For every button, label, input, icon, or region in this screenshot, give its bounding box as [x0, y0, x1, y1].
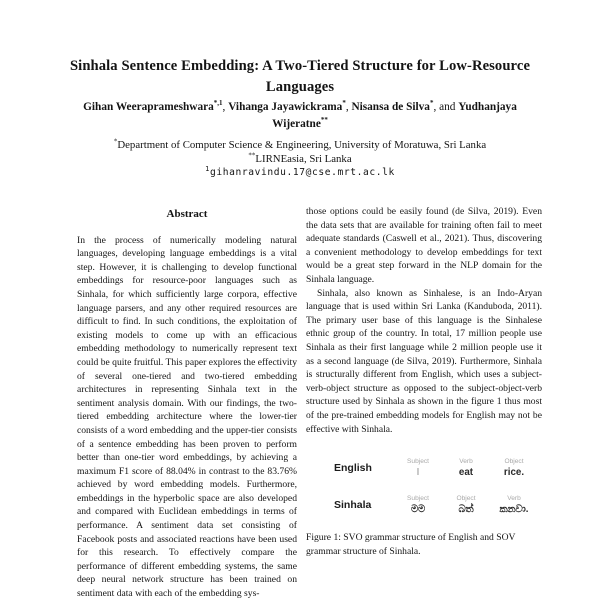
figure-cell — [444, 457, 488, 479]
author-name: Vihanga Jayawickrama*, — [228, 99, 352, 113]
introduction-paragraph: Sinhala, also known as Sinhalese, is an Indo-Aryan language that is used within Sri Lanka (Kanduboda, 2011). The primary user base of this language is the Sinhalese ethnic group of the country. In total, 17 million people use Sinhala as their first language while 2 million people use it as a second language (de Silva, 2019). Furthermore, Sinhala is structurally different from English, which uses a subject-verb-object structure as opposed to the subject-object-verb structure used by Sinhala as shown in the figure 1 thus most of the pre-trained embedding models for English may not be effective with Sinhala. — [306, 287, 542, 435]
affiliation-line — [40, 150, 560, 167]
author-superscript: *,1 — [213, 99, 223, 108]
author-superscript: * — [342, 99, 346, 108]
affiliations-block — [40, 139, 560, 180]
example-word: මම — [410, 504, 426, 516]
figure-caption: Figure 1: SVO grammar structure of English and SOV grammar structure of Sinhala. — [306, 532, 516, 558]
figure-cell — [444, 494, 488, 516]
affiliation-marker: * — [113, 137, 118, 146]
author-separator: , and — [433, 101, 459, 113]
author-line — [78, 99, 522, 133]
abstract-heading: Abstract — [166, 208, 208, 220]
figure-1 — [306, 457, 542, 559]
example-word: කනවා. — [499, 504, 529, 516]
contact-email-line — [40, 166, 560, 180]
example-word: I — [416, 467, 420, 479]
author-name: Yudhanjaya Wijeratne** — [272, 101, 517, 130]
grammar-role-label: Subject — [407, 495, 429, 503]
grammar-role-label: Object — [456, 495, 476, 503]
grammar-role-label: Verb — [459, 458, 473, 466]
affiliation-text: Department of Computer Science & Engineering, University of Moratuwa, Sri Lanka — [117, 139, 487, 151]
right-column — [306, 205, 542, 559]
left-column — [74, 205, 300, 600]
figure-cells — [396, 494, 536, 516]
figure-language-label: Sinhala — [334, 499, 372, 512]
grammar-role-label: Object — [504, 458, 524, 466]
example-word: බත් — [458, 504, 474, 516]
figure-language-label: English — [334, 462, 372, 475]
paper-title: Sinhala Sentence Embedding: A Two-Tiered Structure for Low-Resource Languages — [69, 58, 531, 95]
table-row — [306, 457, 542, 479]
affiliation-marker: ** — [248, 150, 256, 159]
grammar-role-label: Subject — [407, 458, 429, 466]
author-separator: , — [222, 101, 229, 113]
contact-email: gihanravindu.17@cse.mrt.ac.lk — [209, 167, 395, 178]
author-separator: , — [345, 101, 352, 113]
introduction-paragraph: those options could be easily found (de Silva, 2019). Even the data sets that are available for training often fail to meet adequate standards (Caswell et al., 2021). Thus, discovering a convenient methodology to develop embeddings for text would be a great step forward in the NLP domain for the Sinhala language. — [306, 206, 542, 285]
figure-cells — [396, 457, 536, 479]
affiliation-text: LIRNEasia, Sri Lanka — [255, 152, 352, 165]
author-superscript: ** — [320, 116, 328, 125]
table-row — [306, 494, 542, 516]
affiliation-line — [40, 139, 560, 153]
author-superscript: * — [429, 99, 434, 108]
grammar-structure-table — [306, 457, 542, 516]
affiliation-marker: 1 — [205, 164, 210, 173]
figure-cell — [492, 457, 536, 479]
author-name: Gihan Weeraprameshwara$^{*,1}$, — [83, 99, 229, 113]
author-name: Nisansa de Silva*, and — [351, 99, 459, 113]
grammar-role-label: Verb — [507, 495, 521, 503]
example-word: eat — [458, 467, 474, 479]
figure-cell — [396, 457, 440, 479]
figure-cell — [492, 494, 536, 516]
example-word: rice. — [503, 467, 525, 479]
figure-cell — [396, 494, 440, 516]
abstract-text: In the process of numerically modeling natural languages, developing language embeddings is a vital step. However, it is challenging to develop functional embeddings for resource-poor languages such as Sinhala, for which sufficiently large corpora, effective language parsers, and any other required resources are difficult to find. In such conditions, the exploitation of existing models to come up with an efficacious embedding methodology to numerically represent text could be quite fruitful. This paper explores the effectivity of several one-tiered and two-tiered embedding architectures in representing Sinhala text in the sentiment analysis domain. With our findings, the two-tiered embedding architecture where the lower-tier consists of a word embedding and the upper-tier consists of a sentence embedding has been proven to perform better than one-tier word embeddings, by achieving a maximum F1 score of 88.04% in contrast to the 83.76% achieved by word embedding models. Furthermore, embeddings in the hyperbolic space are also developed and compared with Euclidean embeddings in terms of performance. A sentiment data set consisting of Facebook posts and associated reactions have been used for this research. To effectively compare the performance of different embedding systems, the same deep neural network structure has been trained on sentiment data with each of the embedding sys- — [77, 234, 297, 600]
